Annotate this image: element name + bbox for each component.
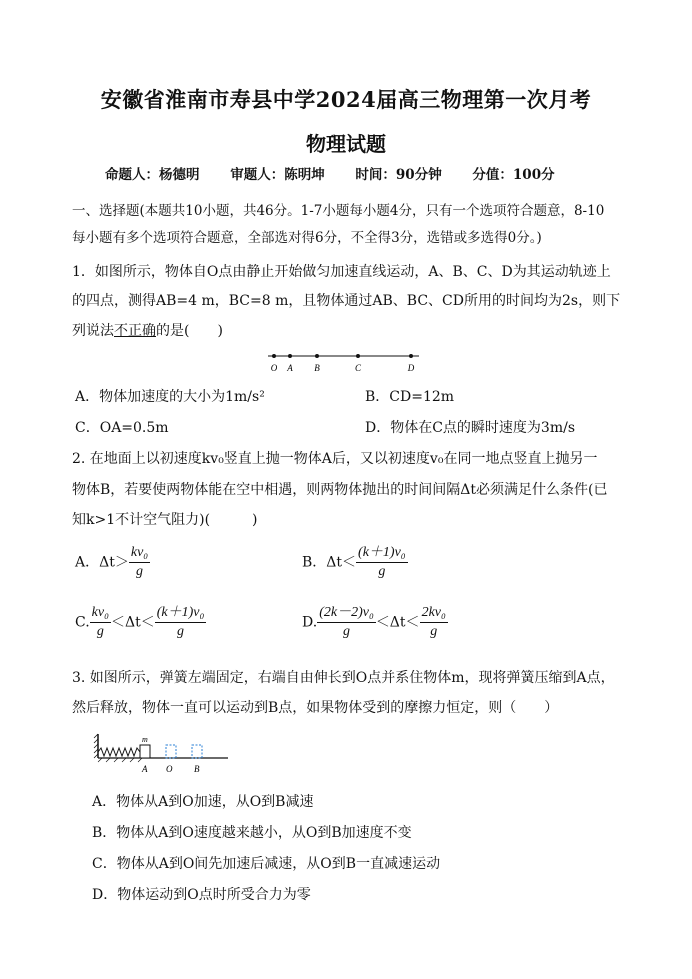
block-at-b-dashed [192,745,202,758]
q1-option-d: D．物体在C点的瞬时速度为3m/s [365,420,576,436]
fraction-denominator: g [378,564,386,579]
block-m [140,745,150,758]
q1-track-figure [264,346,424,374]
exam-title: 安徽省淮南市寿县中学2024届高三物理第一次月考 [100,87,592,112]
q2-option-d-fraction-right [420,604,448,641]
score-text: 分值：100分 [472,167,555,183]
q2-option-d-prefix: D. [302,614,318,631]
q2-option-d-fraction-left [317,604,376,641]
point-o-label: O [270,363,278,373]
point-d-dot [409,354,413,358]
q3-option-c: C．物体从A到O间先加速后减速，从O到B一直减速运动 [92,856,441,872]
fraction-numerator: (k＋1)v₀ [356,544,408,563]
q1-stem-post: 的是( ) [156,323,223,339]
q3-option-a: A．物体从A到O加速，从O到B减速 [92,794,314,810]
time-text: 时间：90分钟 [355,167,442,183]
point-a-dot [288,354,292,358]
q2-option-a-prefix: A．Δt＞ [75,554,129,571]
q3-spring-figure [92,730,232,778]
q2-stem-line2: 物体B，若要使两物体能在空中相遇，则两物体抛出的时间间隔Δt必须满足什么条件(已 [72,482,608,498]
point-c-dot [356,354,360,358]
point-a-label: A [287,363,293,373]
spring-coil [98,748,140,756]
section-instruction-line2: 每小题有多个选项符合题意，全部选对得6分，不全得3分，选错或多选得0分。) [72,230,542,246]
fraction-denominator: g [343,624,350,639]
section-instruction-line1: 一、选择题(本题共10小题，共46分。1-7小题每小题4分，只有一个选项符合题意，8-10 [72,203,605,219]
point-b-label: B [314,363,320,373]
reviewer-text: 审题人：陈明坤 [230,167,325,183]
q2-option-c-prefix: C. [75,614,90,631]
point-a-label: A [142,764,148,774]
exam-subtitle: 物理试题 [306,132,386,156]
exam-meta [105,163,581,183]
q1-stem-underlined: 不正确 [114,323,156,339]
point-b-label: B [194,764,200,774]
fraction-numerator: kv₀ [129,544,150,563]
q1-stem-line3 [72,320,223,340]
fraction-numerator: (2k－2)v₀ [317,604,376,623]
fraction-denominator: g [430,624,438,639]
q2-option-d-inequality: ＜Δt＜ [375,614,420,631]
q2-option-a [75,544,150,581]
q1-option-c: C．OA=0.5m [75,420,169,436]
fraction-denominator: g [177,624,185,639]
fraction-denominator: g [96,624,104,639]
q2-stem-line3: 知k>1不计空气阻力)( ) [72,512,258,528]
fraction-numerator: kv₀ [90,604,111,623]
block-at-o-dashed [166,745,176,758]
fraction-numerator: 2kv₀ [420,604,448,623]
point-d-label: D [407,363,415,373]
q2-option-b-fraction [356,544,408,581]
fraction-denominator: g [136,564,143,579]
q2-option-c-inequality: ＜Δt＜ [110,614,155,631]
point-o-label: O [166,764,173,774]
point-b-dot [315,354,319,358]
q2-option-c [75,604,206,641]
q2-stem-line1: 2. 在地面上以初速度kv₀竖直上抛一物体A后，又以初速度v₀在同一地点竖直上抛另一 [72,451,598,467]
fraction-numerator: (k＋1)v₀ [155,604,207,623]
q2-option-a-fraction [129,544,150,581]
block-m-label: m [142,735,148,744]
q3-stem-line2: 然后释放，物体一直可以运动到B点，如果物体受到的摩擦力恒定，则（ ） [72,700,559,716]
q1-option-a: A．物体加速度的大小为1m/s² [75,389,265,405]
q2-option-c-fraction-right [155,604,207,641]
setter-text: 命题人：杨德明 [105,167,200,183]
point-c-label: C [354,363,362,373]
q2-option-c-fraction-left [90,604,111,641]
q2-option-d [302,604,448,641]
q1-stem-line1: 1．如图所示，物体自O点由静止开始做匀加速直线运动，A、B、C、D为其运动轨迹上 [72,264,611,280]
q3-option-b: B．物体从A到O速度越来越小，从O到B加速度不变 [92,825,412,841]
q1-stem-line2: 的四点，测得AB=4 m，BC=8 m，且物体通过AB、BC、CD所用的时间均为2s，则下 [72,293,621,309]
q1-stem-pre: 列说法 [72,323,114,339]
q2-option-b-prefix: B．Δt＜ [302,554,357,571]
q1-option-b: B．CD=12m [365,389,455,405]
q3-option-d: D．物体运动到O点时所受合力为零 [92,887,311,903]
q3-stem-line1: 3. 如图所示，弹簧左端固定，右端自由伸长到O点并系住物体m，现将弹簧压缩到A点， [72,670,615,686]
q2-option-b [302,544,408,581]
point-o-dot [272,354,276,358]
